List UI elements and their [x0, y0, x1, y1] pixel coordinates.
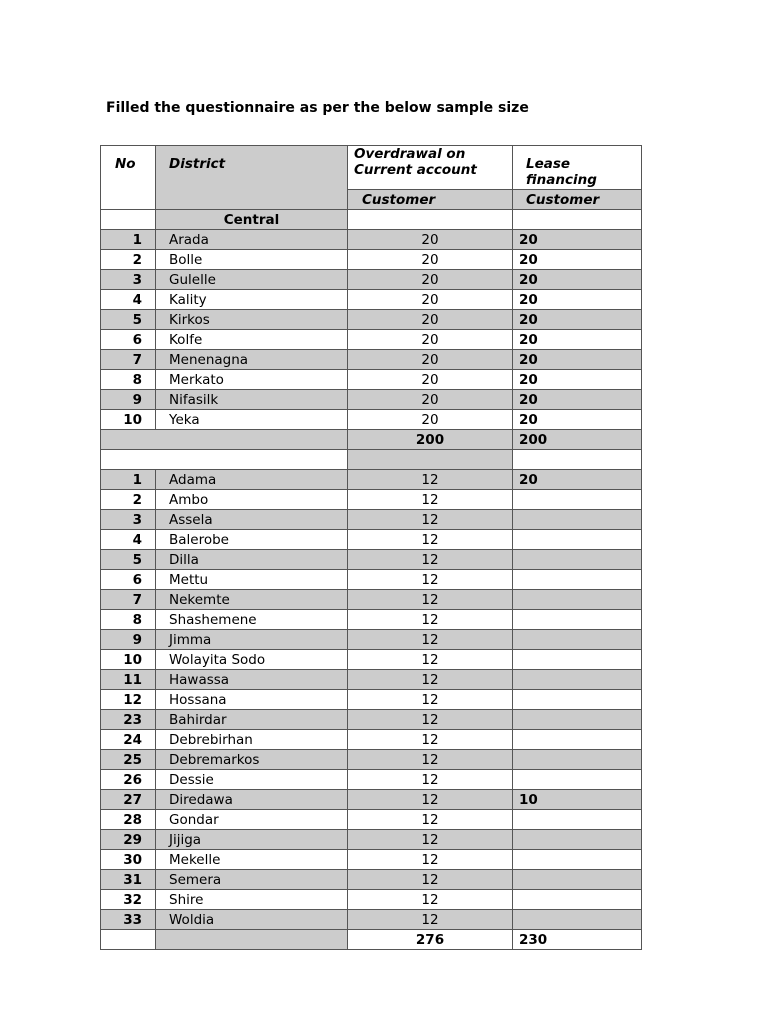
row-number: 28 [101, 810, 156, 830]
row-number: 7 [101, 350, 156, 370]
district-name: Bolle [156, 250, 348, 270]
separator-row [101, 450, 642, 470]
row-number: 29 [101, 830, 156, 850]
row-number: 6 [101, 330, 156, 350]
district-name: Hossana [156, 690, 348, 710]
table-row [101, 490, 642, 510]
district-name: Kirkos [156, 310, 348, 330]
row-number: 5 [101, 310, 156, 330]
lease-value [513, 590, 642, 610]
lease-value: 20 [513, 370, 642, 390]
regional-total-lease: 230 [513, 930, 642, 950]
table-row [101, 550, 642, 570]
district-name: Ambo [156, 490, 348, 510]
table-row [101, 530, 642, 550]
lease-value [513, 510, 642, 530]
overdraft-value: 20 [348, 270, 513, 290]
table-row [101, 810, 642, 830]
overdraft-value: 12 [348, 870, 513, 890]
overdraft-value: 20 [348, 250, 513, 270]
overdraft-value: 12 [348, 470, 513, 490]
overdraft-value: 12 [348, 790, 513, 810]
district-name: Woldia [156, 910, 348, 930]
lease-value [513, 550, 642, 570]
table-row [101, 610, 642, 630]
lease-value: 20 [513, 230, 642, 250]
lease-value [513, 750, 642, 770]
overdraft-value: 12 [348, 510, 513, 530]
separator-blank [101, 450, 348, 470]
row-number: 12 [101, 690, 156, 710]
lease-value: 20 [513, 410, 642, 430]
table-row [101, 250, 642, 270]
lease-value [513, 670, 642, 690]
lease-value [513, 910, 642, 930]
row-number: 30 [101, 850, 156, 870]
table-row [101, 730, 642, 750]
district-name: Menenagna [156, 350, 348, 370]
separator-overdraft [348, 450, 513, 470]
regional-total-district [156, 930, 348, 950]
row-number: 27 [101, 790, 156, 810]
district-name: Merkato [156, 370, 348, 390]
lease-value [513, 770, 642, 790]
overdraft-value: 12 [348, 890, 513, 910]
page-title: Filled the questionnaire as per the below sample size [106, 100, 529, 116]
row-number: 2 [101, 490, 156, 510]
table-row [101, 650, 642, 670]
regional-total-overdraft: 276 [348, 930, 513, 950]
row-number: 31 [101, 870, 156, 890]
lease-value [513, 870, 642, 890]
table-row [101, 770, 642, 790]
table-row [101, 590, 642, 610]
table-row [101, 790, 642, 810]
lease-value [513, 610, 642, 630]
lease-value [513, 850, 642, 870]
lease-value: 20 [513, 390, 642, 410]
row-number: 9 [101, 390, 156, 410]
district-name: Adama [156, 470, 348, 490]
overdraft-value: 20 [348, 230, 513, 250]
overdraft-value: 12 [348, 630, 513, 650]
table-row [101, 510, 642, 530]
subheader-lease-customer: Customer [513, 190, 642, 210]
row-number: 25 [101, 750, 156, 770]
district-name: Hawassa [156, 670, 348, 690]
table-row [101, 830, 642, 850]
lease-value [513, 490, 642, 510]
table-row [101, 370, 642, 390]
central-section-overdraft [348, 210, 513, 230]
lease-value: 20 [513, 250, 642, 270]
row-number: 8 [101, 610, 156, 630]
district-name: Debremarkos [156, 750, 348, 770]
overdraft-value: 12 [348, 570, 513, 590]
lease-value: 20 [513, 310, 642, 330]
row-number: 32 [101, 890, 156, 910]
district-name: Kolfe [156, 330, 348, 350]
lease-value [513, 710, 642, 730]
overdraft-value: 12 [348, 490, 513, 510]
header-district: District [156, 146, 348, 210]
row-number: 4 [101, 530, 156, 550]
district-name: Semera [156, 870, 348, 890]
lease-value [513, 810, 642, 830]
row-number: 11 [101, 670, 156, 690]
table-row [101, 750, 642, 770]
district-name: Balerobe [156, 530, 348, 550]
overdraft-value: 12 [348, 690, 513, 710]
row-number: 7 [101, 590, 156, 610]
overdraft-value: 12 [348, 750, 513, 770]
table-row [101, 410, 642, 430]
overdraft-value: 12 [348, 910, 513, 930]
overdraft-value: 20 [348, 350, 513, 370]
lease-value [513, 830, 642, 850]
lease-value: 20 [513, 330, 642, 350]
table-row [101, 390, 642, 410]
table-row [101, 890, 642, 910]
row-number: 1 [101, 470, 156, 490]
central-section-lease [513, 210, 642, 230]
row-number: 24 [101, 730, 156, 750]
row-number: 10 [101, 410, 156, 430]
overdraft-value: 20 [348, 410, 513, 430]
table-row [101, 230, 642, 250]
table-row [101, 310, 642, 330]
overdraft-value: 12 [348, 670, 513, 690]
table-row [101, 850, 642, 870]
header-no: No [101, 146, 156, 210]
table-row [101, 330, 642, 350]
lease-value: 20 [513, 350, 642, 370]
overdraft-value: 12 [348, 610, 513, 630]
separator-lease [513, 450, 642, 470]
overdraft-value: 12 [348, 850, 513, 870]
overdraft-value: 12 [348, 830, 513, 850]
overdraft-value: 20 [348, 390, 513, 410]
district-name: Dilla [156, 550, 348, 570]
overdraft-value: 20 [348, 370, 513, 390]
row-number: 3 [101, 270, 156, 290]
district-name: Mekelle [156, 850, 348, 870]
row-number: 2 [101, 250, 156, 270]
sample-size-table [100, 145, 642, 950]
table-row [101, 290, 642, 310]
overdraft-value: 12 [348, 530, 513, 550]
row-number: 1 [101, 230, 156, 250]
row-number: 8 [101, 370, 156, 390]
row-number: 33 [101, 910, 156, 930]
row-number: 5 [101, 550, 156, 570]
lease-value [513, 650, 642, 670]
header-row [101, 146, 642, 190]
row-number: 3 [101, 510, 156, 530]
overdraft-value: 20 [348, 290, 513, 310]
overdraft-value: 12 [348, 550, 513, 570]
overdraft-value: 12 [348, 650, 513, 670]
lease-value: 20 [513, 270, 642, 290]
district-name: Gondar [156, 810, 348, 830]
row-number: 23 [101, 710, 156, 730]
header-lease: Lease financing [513, 146, 642, 190]
central-total-row [101, 430, 642, 450]
district-name: Nifasilk [156, 390, 348, 410]
lease-value [513, 890, 642, 910]
district-name: Kality [156, 290, 348, 310]
district-name: Assela [156, 510, 348, 530]
central-total-overdraft: 200 [348, 430, 513, 450]
central-section-no [101, 210, 156, 230]
table-row [101, 470, 642, 490]
district-name: Shashemene [156, 610, 348, 630]
row-number: 6 [101, 570, 156, 590]
central-section-label: Central [156, 210, 348, 230]
district-name: Jijiga [156, 830, 348, 850]
table-row [101, 870, 642, 890]
regional-total-row [101, 930, 642, 950]
row-number: 26 [101, 770, 156, 790]
regional-total-no [101, 930, 156, 950]
central-total-label [101, 430, 348, 450]
overdraft-value: 12 [348, 770, 513, 790]
district-name: Dessie [156, 770, 348, 790]
lease-value [513, 530, 642, 550]
district-name: Debrebirhan [156, 730, 348, 750]
table-row [101, 670, 642, 690]
table-row [101, 350, 642, 370]
row-number: 9 [101, 630, 156, 650]
lease-value: 10 [513, 790, 642, 810]
row-number: 10 [101, 650, 156, 670]
district-name: Jimma [156, 630, 348, 650]
lease-value [513, 630, 642, 650]
overdraft-value: 12 [348, 810, 513, 830]
district-name: Wolayita Sodo [156, 650, 348, 670]
district-name: Yeka [156, 410, 348, 430]
district-name: Nekemte [156, 590, 348, 610]
lease-value: 20 [513, 470, 642, 490]
table-row [101, 690, 642, 710]
overdraft-value: 20 [348, 310, 513, 330]
lease-value: 20 [513, 290, 642, 310]
table-row [101, 710, 642, 730]
row-number: 4 [101, 290, 156, 310]
table-row [101, 270, 642, 290]
district-name: Arada [156, 230, 348, 250]
district-name: Diredawa [156, 790, 348, 810]
central-section-row [101, 210, 642, 230]
table-row [101, 910, 642, 930]
header-overdraft: Overdrawal on Current account [348, 146, 513, 190]
lease-value [513, 570, 642, 590]
district-name: Bahirdar [156, 710, 348, 730]
district-name: Mettu [156, 570, 348, 590]
overdraft-value: 20 [348, 330, 513, 350]
table-row [101, 570, 642, 590]
overdraft-value: 12 [348, 730, 513, 750]
table-row [101, 630, 642, 650]
lease-value [513, 730, 642, 750]
district-name: Shire [156, 890, 348, 910]
lease-value [513, 690, 642, 710]
central-total-lease: 200 [513, 430, 642, 450]
overdraft-value: 12 [348, 590, 513, 610]
subheader-overdraft-customer: Customer [348, 190, 513, 210]
overdraft-value: 12 [348, 710, 513, 730]
district-name: Gulelle [156, 270, 348, 290]
